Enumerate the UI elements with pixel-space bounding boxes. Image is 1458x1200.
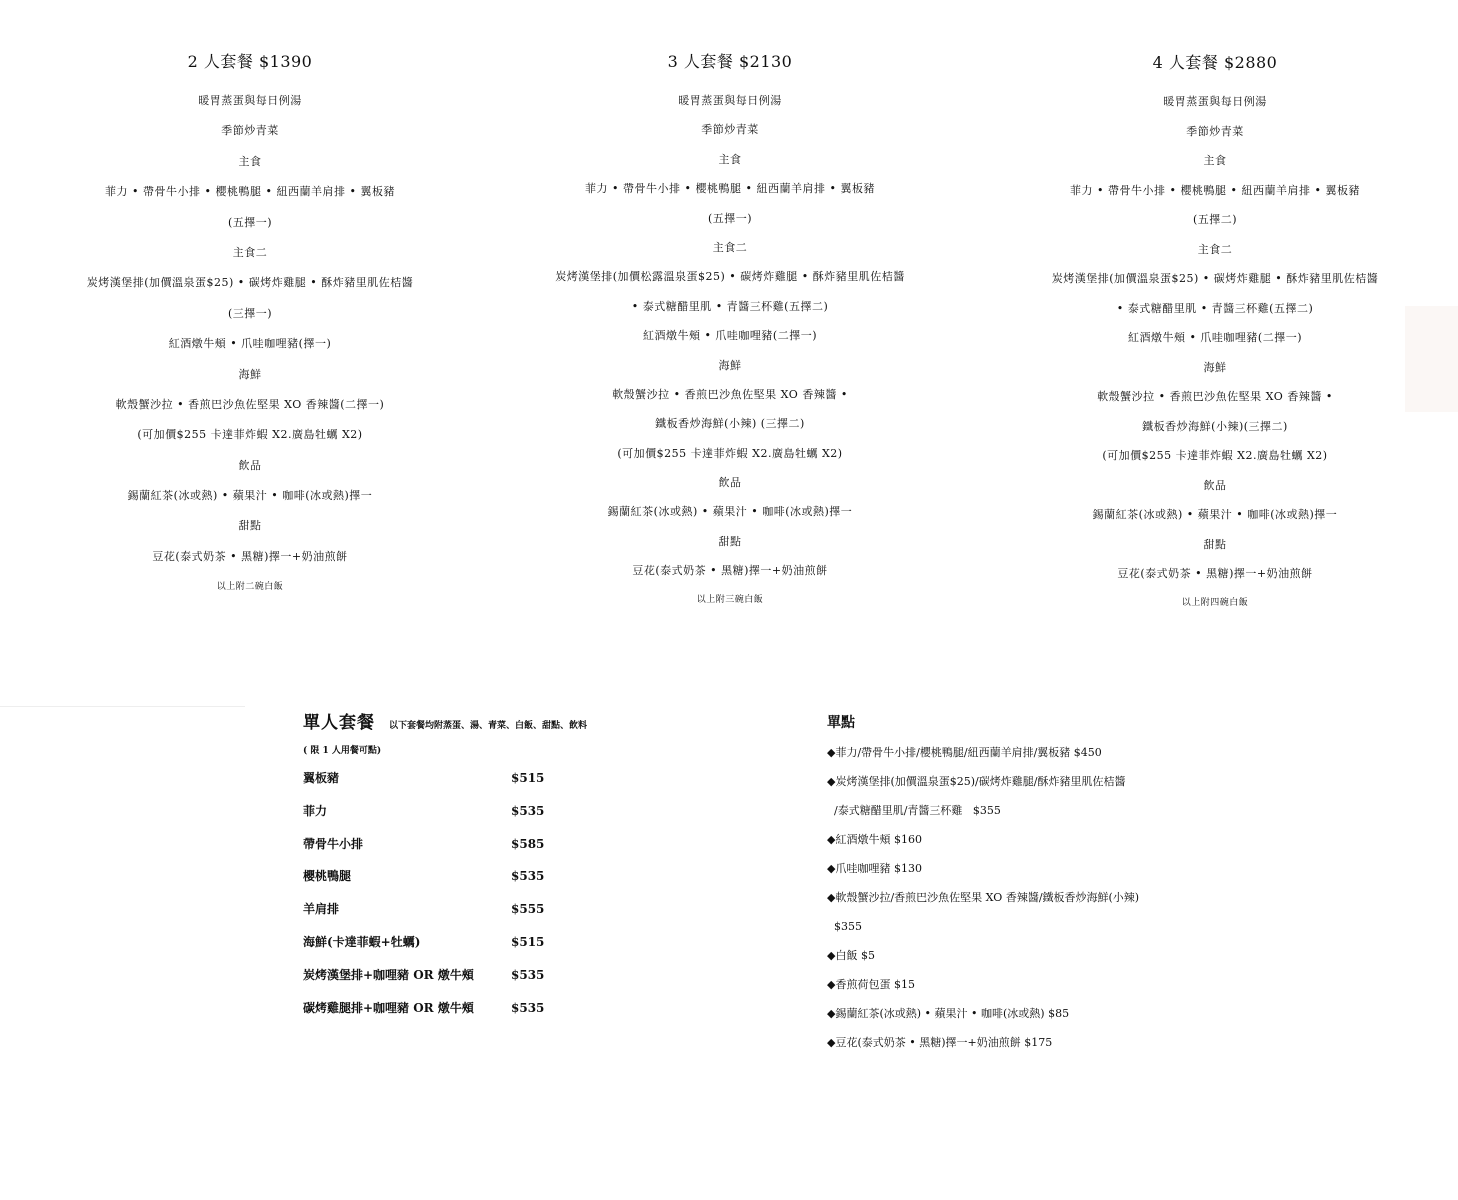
single-set-item xyxy=(303,762,723,795)
set-line: 季節炒青菜 xyxy=(701,123,759,137)
set-line: 軟殼蟹沙拉 • 香煎巴沙魚佐堅果 XO 香辣醬 • xyxy=(1097,390,1333,403)
item-name: 炭烤漢堡排+咖哩豬 OR 燉牛頰 xyxy=(303,967,474,982)
item-price: $535 xyxy=(511,1000,545,1015)
single-set-item xyxy=(303,992,723,1025)
single-set-subtitle: 以下套餐均附蒸蛋、湯、青菜、白飯、甜點、飲料 xyxy=(389,721,588,731)
a-la-carte-item: ◆白飯 $5 xyxy=(827,949,875,962)
single-set-menu xyxy=(303,708,723,1024)
set-line: 菲力 • 帶骨牛小排 • 櫻桃鴨腿 • 紐西蘭羊肩排 • 翼板豬 xyxy=(585,182,875,196)
menu-set-4-person xyxy=(1025,50,1405,618)
single-set-item xyxy=(303,893,723,926)
a-la-carte-item: ◆豆花(泰式奶茶 • 黑糖)擇一+奶油煎餅 $175 xyxy=(827,1036,1053,1049)
menu-set-2-person xyxy=(60,49,440,603)
set-line: 軟殼蟹沙拉 • 香煎巴沙魚佐堅果 XO 香辣醬(二擇一) xyxy=(115,397,385,411)
set-line: 錫蘭紅茶(冰或熱) • 蘋果汁 • 咖啡(冰或熱)擇一 xyxy=(607,505,853,519)
set-line: (可加價$255 卡達菲炸蝦 X2.廣島牡蠣 X2) xyxy=(137,428,363,442)
set-line: 季節炒青菜 xyxy=(1186,124,1244,138)
set-line: 菲力 • 帶骨牛小排 • 櫻桃鴨腿 • 紐西蘭羊肩排 • 翼板豬 xyxy=(105,185,395,199)
item-price: $515 xyxy=(511,934,545,949)
single-set-item xyxy=(303,926,723,959)
set-title: 3 人套餐 $2130 xyxy=(667,52,793,71)
single-set-limit-note: ( 限 1 人用餐可點) xyxy=(303,746,382,756)
set-line: 炭烤漢堡排(加價溫泉蛋$25) • 碳烤炸雞腿 • 酥炸豬里肌佐桔醬 xyxy=(86,276,414,290)
set-line: 主食二 xyxy=(1197,242,1233,256)
set-line: (可加價$255 卡達菲炸蝦 X2.廣島牡蠣 X2) xyxy=(617,446,843,460)
set-line: 甜點 xyxy=(718,534,742,548)
single-set-header xyxy=(303,708,723,733)
set-line: 豆花(泰式奶茶 • 黑糖)擇一+奶油煎餅 xyxy=(1117,567,1313,580)
set-line: 暖胃蒸蛋與每日例湯 xyxy=(678,94,782,107)
a-la-carte-item: $355 xyxy=(827,920,862,933)
set-line: 豆花(泰式奶茶 • 黑糖)擇一+奶油煎餅 xyxy=(152,549,348,563)
set-line: • 泰式糖醋里肌 • 青醬三杯雞(五擇二) xyxy=(631,299,829,313)
item-name: 櫻桃鴨腿 xyxy=(303,869,352,884)
item-price: $535 xyxy=(511,967,545,982)
set-line: (可加價$255 卡達菲炸蝦 X2.廣島牡蠣 X2) xyxy=(1102,449,1328,462)
set-line: (三擇一) xyxy=(227,306,273,320)
set-title: 4 人套餐 $2880 xyxy=(1152,53,1278,72)
set-line: 鐵板香炒海鮮(小辣) (三擇二) xyxy=(655,417,805,431)
menu-set-3-person xyxy=(540,49,920,615)
item-price: $585 xyxy=(511,836,545,851)
set-line: 炭烤漢堡排(加價溫泉蛋$25) • 碳烤炸雞腿 • 酥炸豬里肌佐桔醬 xyxy=(1051,272,1379,285)
single-set-list xyxy=(303,762,723,1024)
set-line: 飲品 xyxy=(718,476,742,490)
set-title: 2 人套餐 $1390 xyxy=(187,52,313,71)
single-set-item xyxy=(303,795,723,828)
divider-line xyxy=(0,706,245,707)
set-line: • 泰式糖醋里肌 • 青醬三杯雞(五擇二) xyxy=(1116,301,1314,315)
a-la-carte-item: /泰式糖醋里肌/青醬三杯雞 $355 xyxy=(827,804,1001,817)
set-line: 錫蘭紅茶(冰或熱) • 蘋果汁 • 咖啡(冰或熱)擇一 xyxy=(127,489,373,503)
a-la-carte-item: ◆錫蘭紅茶(冰或熱) • 蘋果汁 • 咖啡(冰或熱) $85 xyxy=(827,1007,1070,1020)
item-price: $535 xyxy=(511,803,545,818)
set-rice-note: 以上附四碗白飯 xyxy=(1181,597,1249,608)
set-line: 飲品 xyxy=(1203,478,1227,492)
a-la-carte-item: ◆香煎荷包蛋 $15 xyxy=(827,978,915,991)
set-line: 海鮮 xyxy=(238,367,262,381)
set-line: 鐵板香炒海鮮(小辣)(三擇二) xyxy=(1142,419,1288,433)
item-price: $555 xyxy=(511,902,545,917)
set-line: 紅酒燉牛頰 • 爪哇咖哩豬(二擇一) xyxy=(642,329,818,343)
a-la-carte-item: ◆炭烤漢堡排(加價溫泉蛋$25)/碳烤炸雞腿/酥炸豬里肌佐桔醬 xyxy=(827,775,1126,788)
a-la-carte-title: 單點 xyxy=(827,715,855,731)
set-line: 主食二 xyxy=(712,240,748,254)
set-line: 暖胃蒸蛋與每日例湯 xyxy=(198,94,302,107)
set-line: 豆花(泰式奶茶 • 黑糖)擇一+奶油煎餅 xyxy=(632,564,828,578)
single-set-item xyxy=(303,828,723,861)
set-line: 炭烤漢堡排(加價松露溫泉蛋$25) • 碳烤炸雞腿 • 酥炸豬里肌佐桔醬 xyxy=(555,270,905,284)
set-line: 甜點 xyxy=(238,519,262,533)
set-line: 主食 xyxy=(718,152,742,166)
set-line: 甜點 xyxy=(1203,537,1227,551)
set-line: (五擇一) xyxy=(227,215,273,229)
set-line: (五擇二) xyxy=(1192,213,1238,226)
set-line: 主食二 xyxy=(232,245,268,259)
item-name: 菲力 xyxy=(303,803,328,818)
set-line: 紅酒燉牛頰 • 爪哇咖哩豬(二擇一) xyxy=(1127,331,1303,344)
item-name: 碳烤雞腿排+咖哩豬 OR 燉牛頰 xyxy=(303,1000,474,1015)
set-line: (五擇一) xyxy=(707,211,753,225)
a-la-carte-item: ◆爪哇咖哩豬 $130 xyxy=(827,862,922,875)
set-line: 錫蘭紅茶(冰或熱) • 蘋果汁 • 咖啡(冰或熱)擇一 xyxy=(1092,508,1338,521)
single-set-item xyxy=(303,959,723,992)
single-set-title: 單人套餐 xyxy=(303,713,375,733)
set-rice-note: 以上附三碗白飯 xyxy=(696,594,764,605)
set-line: 軟殼蟹沙拉 • 香煎巴沙魚佐堅果 XO 香辣醬 • xyxy=(612,387,848,401)
set-line: 季節炒青菜 xyxy=(221,124,279,138)
set-line: 紅酒燉牛頰 • 爪哇咖哩豬(擇一) xyxy=(168,337,332,351)
item-name: 帶骨牛小排 xyxy=(303,836,364,851)
a-la-carte-item: ◆紅酒燉牛頰 $160 xyxy=(827,833,922,846)
set-line: 海鮮 xyxy=(718,358,742,372)
item-name: 翼板豬 xyxy=(303,771,340,785)
set-line: 飲品 xyxy=(238,458,262,472)
a-la-carte-menu xyxy=(827,712,1247,1057)
set-line: 暖胃蒸蛋與每日例湯 xyxy=(1163,95,1267,108)
single-set-item xyxy=(303,860,723,893)
item-price: $515 xyxy=(511,771,545,785)
set-line: 菲力 • 帶骨牛小排 • 櫻桃鴨腿 • 紐西蘭羊肩排 • 翼板豬 xyxy=(1070,183,1360,197)
a-la-carte-item: ◆菲力/帶骨牛小排/櫻桃鴨腿/紐西蘭羊肩排/翼板豬 $450 xyxy=(827,746,1102,759)
set-rice-note: 以上附二碗白飯 xyxy=(216,582,284,593)
set-line: 主食 xyxy=(1203,154,1227,167)
a-la-carte-item: ◆軟殼蟹沙拉/香煎巴沙魚佐堅果 XO 香辣醬/鐵板香炒海鮮(小辣) xyxy=(827,891,1140,904)
item-price: $535 xyxy=(511,869,545,884)
item-name: 羊肩排 xyxy=(303,902,340,917)
side-color-strip xyxy=(1405,306,1458,412)
set-line: 主食 xyxy=(238,154,262,168)
set-line: 海鮮 xyxy=(1203,360,1227,374)
item-name: 海鮮(卡達菲蝦+牡蠣) xyxy=(303,934,421,949)
